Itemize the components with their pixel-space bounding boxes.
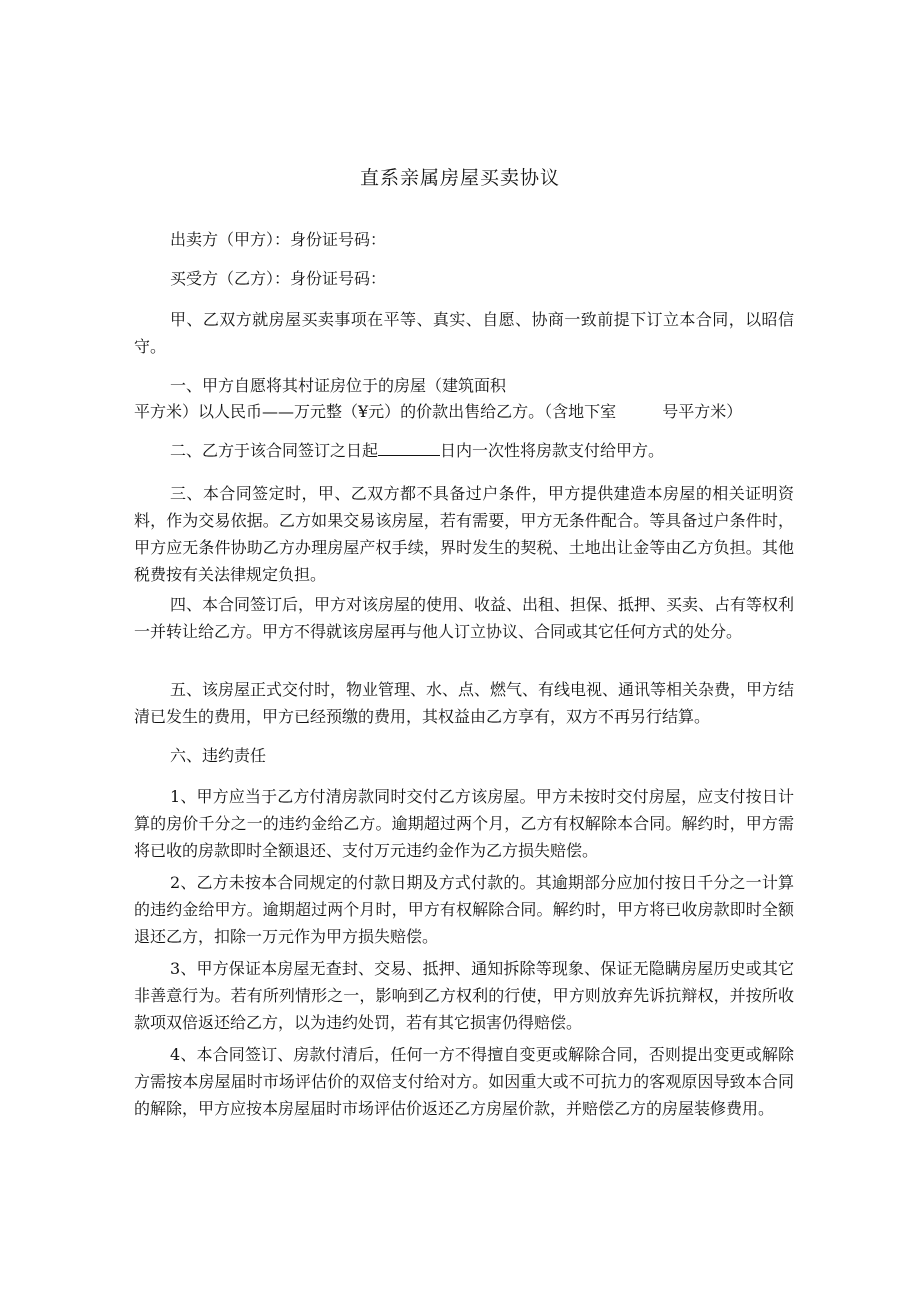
clause2-before: 二、乙方于该合同签订之日起 <box>170 441 379 460</box>
clause2-after: 日内一次性将房款支付给甲方。 <box>440 441 665 460</box>
clause2-blank <box>378 441 440 456</box>
liability-item-3: 3、甲方保证本房屋无查封、交易、抵押、通知拆除等现象、保证无隐瞒房屋历史或其它非善意行为。若有所列情形之一，影响到乙方权利的行使，甲方则放弃先诉抗辩权，并按所收款项双倍返还给乙方，以为违约处罚，若有其它损害仍得赔偿。 <box>134 959 794 1032</box>
clause1-line2 <box>134 398 814 425</box>
liability-item-2: 2、乙方未按本合同规定的付款日期及方式付款的。其逾期部分应加付按日千分之一计算的违约金给甲方。逾期超过两个月时，甲方有权解除合同。解约时，甲方将已收房款即时全额退还乙方，扣除一万元作为甲方损失赔偿。 <box>134 873 794 946</box>
clause2-line <box>134 437 850 464</box>
seller-line: 出卖方（甲方）：身份证号码： <box>170 230 387 249</box>
buyer-line: 买受方（乙方）：身份证号码： <box>170 269 387 288</box>
preamble-paragraph: 甲、乙双方就房屋买卖事项在平等、真实、自愿、协商一致前提下订立本合同，以昭信守。 <box>134 310 794 356</box>
clause1-line2-text: 平方米）以人民币——万元整（¥元）的价款出售给乙方。（含地下室 <box>134 402 617 421</box>
clause6-heading: 六、违约责任 <box>170 746 267 765</box>
clause3-paragraph: 三、本合同签定时，甲、乙双方都不具备过户条件，甲方提供建造本房屋的相关证明资料，作为交易依据。乙方如果交易该房屋，若有需要，甲方无条件配合。等具备过户条件时，甲方应无条件协助乙方办理房屋产权手续，界时发生的契税、土地出让金等由乙方负担。其他税费按有关法律规定负担。 <box>134 484 794 584</box>
clause1-line1: 一、甲方自愿将其村证房位于的房屋（建筑面积 <box>170 376 507 395</box>
liability-item-1: 1、甲方应当于乙方付清房款同时交付乙方该房屋。甲方未按时交付房屋，应支付按日计算的房价千分之一的违约金给乙方。逾期超过两个月，乙方有权解除本合同。解约时，甲方需将已收的房款即时全额退还、支付万元违约金作为乙方损失赔偿。 <box>134 787 794 860</box>
clause4-paragraph: 四、本合同签订后，甲方对该房屋的使用、收益、出租、担保、抵押、买卖、占有等权利一并转让给乙方。甲方不得就该房屋再与他人订立协议、合同或其它任何方式的处分。 <box>134 595 795 641</box>
clause1-line2-tail: 号平方米） <box>662 402 743 421</box>
document-title: 直系亲属房屋买卖协议 <box>359 167 560 189</box>
liability-item-4: 4、本合同签订、房款付清后，任何一方不得擅自变更或解除合同，否则提出变更或解除方需按本房屋届时市场评估价的双倍支付给对方。如因重大或不可抗力的客观原因导致本合同的解除，甲方应按本房屋届时市场评估价返还乙方房屋价款，并赔偿乙方的房屋装修费用。 <box>134 1045 794 1118</box>
clause5-paragraph: 五、该房屋正式交付时，物业管理、水、点、燃气、有线电视、通讯等相关杂费，甲方结清已发生的费用，甲方已经预缴的费用，其权益由乙方享有，双方不再另行结算。 <box>134 680 795 726</box>
